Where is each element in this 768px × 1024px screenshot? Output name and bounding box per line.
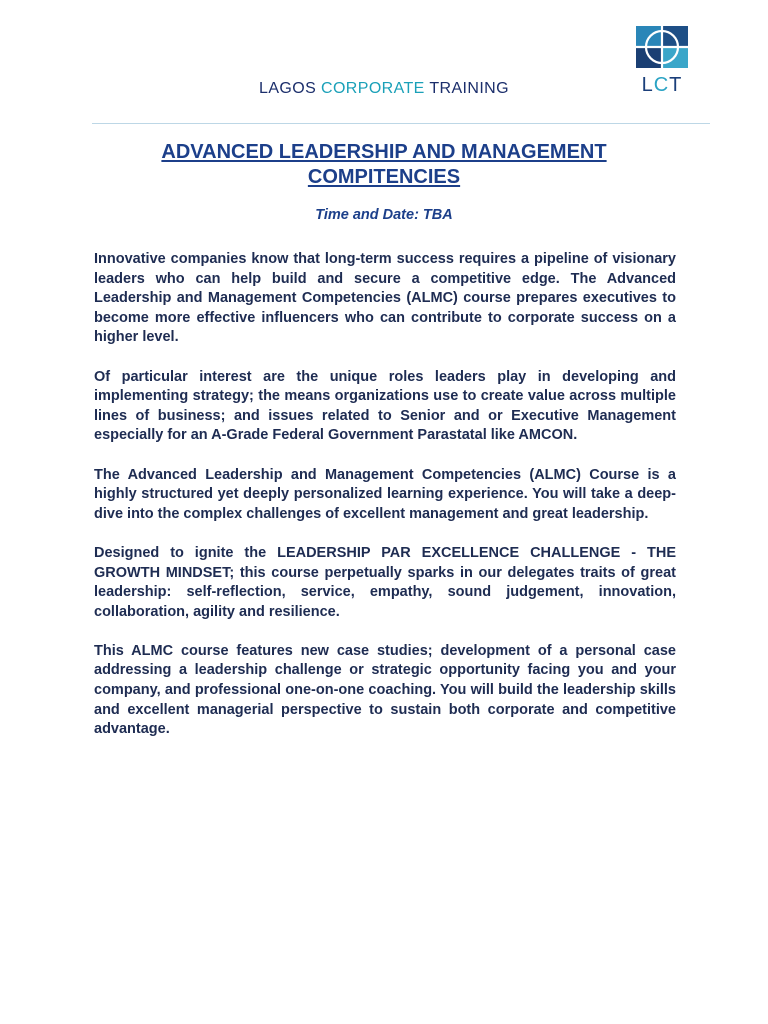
paragraph-4: Designed to ignite the LEADERSHIP PAR EXCELLENCE CHALLENGE - THE GROWTH MINDSET; this course perpetually sparks in our delegates traits of great leadership: self-reflection, service, empathy, sound judgement, innovation, collaboration, agility and resilience. bbox=[94, 544, 676, 620]
globe-logo-icon bbox=[636, 26, 688, 68]
document-title: ADVANCED LEADERSHIP AND MANAGEMENT COMPITENCIES bbox=[161, 141, 607, 188]
org-name bbox=[0, 80, 768, 98]
logo-letter-t: T bbox=[669, 74, 683, 96]
org-name-part3: TRAINING bbox=[424, 80, 509, 97]
header-divider bbox=[92, 123, 710, 124]
org-name-part2: CORPORATE bbox=[321, 80, 425, 97]
org-name-part1: LAGOS bbox=[259, 80, 321, 97]
document-body bbox=[94, 250, 676, 759]
paragraph-2: Of particular interest are the unique roles leaders play in developing and implementing strategy; the means organizations use to create value across multiple lines of business; and issues related to Senior and or Executive Management especially for an A-Grade Federal Government Parastatal like AMCON. bbox=[94, 368, 676, 444]
paragraph-1: Innovative companies know that long-term success requires a pipeline of visionary leaders who can help build and secure a competitive edge. The Advanced Leadership and Management Competencies (ALMC) course prepares executives to become more effective influencers who can contribute to corporate success on a higher level. bbox=[94, 251, 676, 346]
logo-letter-c: C bbox=[653, 74, 670, 96]
logo-letter-l: L bbox=[641, 74, 654, 96]
paragraph-5: This ALMC course features new case studies; development of a personal case addressing a leadership challenge or strategic opportunity facing you and your company, and professional one-on-one coaching. You will build the leadership skills and excellent managerial perspective to sustain both corporate and competitive advantage. bbox=[94, 642, 676, 738]
paragraph-3: The Advanced Leadership and Management Competencies (ALMC) Course is a highly structured yet deeply personalized learning experience. You will take a deep-dive into the complex challenges of excellent management and great leadership. bbox=[94, 466, 676, 522]
time-and-date: Time and Date: TBA bbox=[315, 207, 453, 223]
